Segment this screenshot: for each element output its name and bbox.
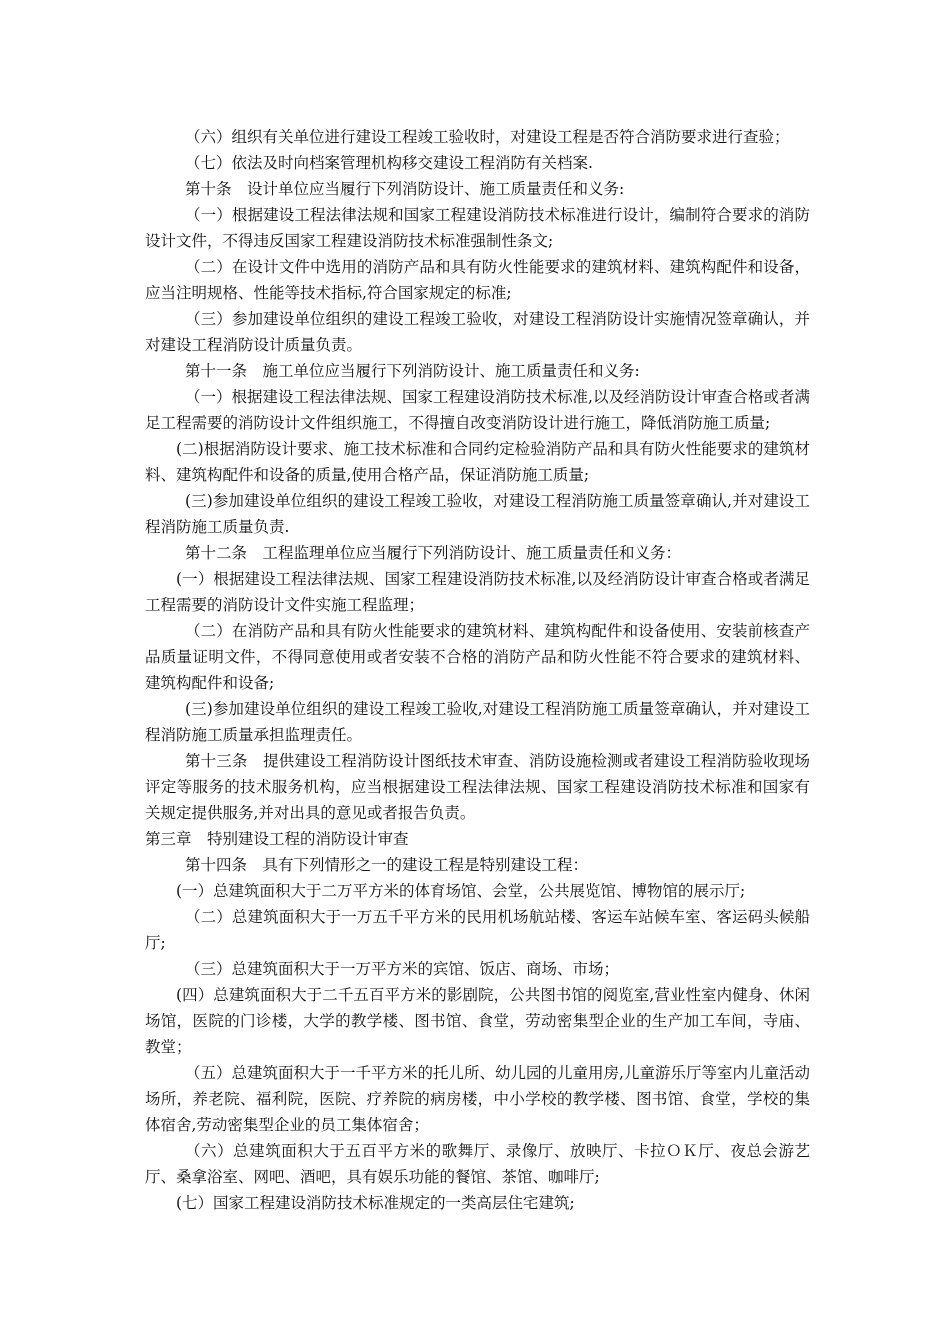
paragraph: 第十一条 施工单位应当履行下列消防设计、施工质量责任和义务: <box>185 362 640 380</box>
paragraph: (四）总建筑面积大于二千五百平方米的影剧院，公共图书馆的阅览室,营业性室内健身、休闲场馆，医院的门诊楼，大学的教学楼、图书馆、食堂，劳动密集型企业的生产加工车间，寺庙、教堂； <box>145 986 810 1056</box>
paragraph: （一）根据建设工程法律法规和国家工程建设消防技术标准进行设计，编制符合要求的消防设计文件，不得违反国家工程建设消防技术标准强制性条文; <box>145 206 810 250</box>
paragraph: (一）根据建设工程法律法规、国家工程建设消防技术标准,以及经消防设计审查合格或者满足工程需要的消防设计文件实施工程监理； <box>145 570 810 614</box>
paragraph: (七）国家工程建设消防技术标准规定的一类高层住宅建筑; <box>176 1194 575 1212</box>
document-page <box>145 124 810 1216</box>
paragraph: （二）总建筑面积大于一万五千平方米的民用机场航站楼、客运车站候车室、客运码头候船厅; <box>145 908 810 952</box>
paragraph: 第十四条 具有下列情形之一的建设工程是特别建设工程： <box>185 856 589 874</box>
paragraph: （五）总建筑面积大于一千平方米的托儿所、幼儿园的儿童用房,儿童游乐厅等室内儿童活动场所，养老院、福利院，医院、疗养院的病房楼，中小学校的教学楼、图书馆、食堂，学校的集体宿舍,劳动密集型企业的员工集体宿舍； <box>145 1064 810 1134</box>
paragraph: （六）组织有关单位进行建设工程竣工验收时，对建设工程是否符合消防要求进行查验； <box>185 128 790 146</box>
paragraph: 第十二条 工程监理单位应当履行下列消防设计、施工质量责任和义务： <box>185 544 682 562</box>
paragraph: （二）在消防产品和具有防火性能要求的建筑材料、建筑构配件和设备使用、安装前核查产品质量证明文件，不得同意使用或者安装不合格的消防产品和防火性能不符合要求的建筑材料、建筑构配件和设备; <box>145 622 810 692</box>
paragraph: 第十条 设计单位应当履行下列消防设计、施工质量责任和义务: <box>185 180 625 198</box>
paragraph: (二)根据消防设计要求、施工技术标准和合同约定检验消防产品和具有防火性能要求的建筑材料、建筑构配件和设备的质量,使用合格产品，保证消防施工质量; <box>145 440 810 484</box>
paragraph: （三）总建筑面积大于一万平方米的宾馆、饭店、商场、市场； <box>185 960 620 978</box>
paragraph: 第十三条 提供建设工程消防设计图纸技术审查、消防设施检测或者建设工程消防验收现场评定等服务的技术服务机构，应当根据建设工程法律法规、国家工程建设消防技术标准和国家有关规定提供服务,并对出具的意见或者报告负责。 <box>145 752 810 822</box>
paragraph: (三)参加建设单位组织的建设工程竣工验收，对建设工程消防施工质量签章确认,并对建设工程消防施工质量负责. <box>145 492 810 536</box>
paragraph: (三)参加建设单位组织的建设工程竣工验收,对建设工程消防施工质量签章确认，并对建设工程消防施工质量承担监理责任。 <box>145 700 810 744</box>
paragraph: （六）总建筑面积大于五百平方米的歌舞厅、录像厅、放映厅、卡拉ＯＫ厅、夜总会游艺厅、桑拿浴室、网吧、酒吧，具有娱乐功能的餐馆、茶馆、咖啡厅; <box>145 1142 810 1186</box>
paragraph: (一）总建筑面积大于二万平方米的体育场馆、会堂，公共展览馆、博物馆的展示厅; <box>176 882 746 900</box>
paragraph: （一）根据建设工程法律法规、国家工程建设消防技术标准,以及经消防设计审查合格或者满足工程需要的消防设计文件组织施工，不得擅自改变消防设计进行施工，降低消防施工质量; <box>145 388 810 432</box>
paragraph: （三）参加建设单位组织的建设工程竣工验收，对建设工程消防设计实施情况签章确认，并对建设工程消防设计质量负责。 <box>145 310 810 354</box>
chapter-heading: 第三章 特别建设工程的消防设计审查 <box>145 830 409 848</box>
paragraph: （七）依法及时向档案管理机构移交建设工程消防有关档案. <box>185 154 593 172</box>
paragraph: （二）在设计文件中选用的消防产品和具有防火性能要求的建筑材料、建筑构配件和设备，应当注明规格、性能等技术指标,符合国家规定的标准; <box>145 258 810 302</box>
